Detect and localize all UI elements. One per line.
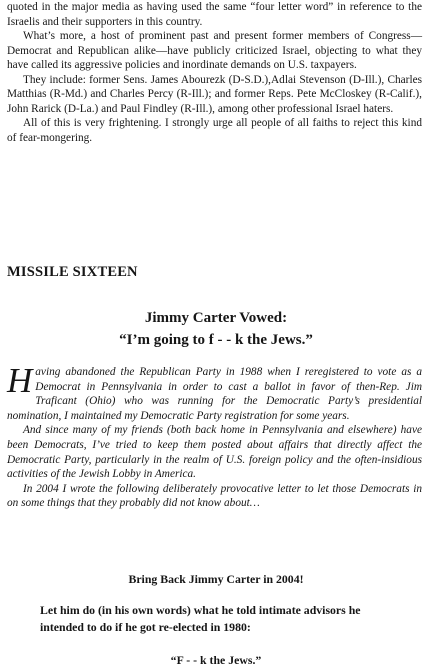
drop-cap: H bbox=[7, 361, 33, 400]
top-text-block bbox=[7, 0, 422, 145]
letter-quote: “F - - k the Jews.” bbox=[170, 653, 262, 667]
article-title-line-1: Jimmy Carter Vowed: bbox=[144, 310, 288, 326]
italic-paragraph-2: And since many of my friends (both back home in Pennsylvania and elsewhere) have been Democrats, I’ve tried to keep them posted about affairs that directly affect the Democratic Party, particularly in the realm of U.S. foreign policy and the often-insidious activities of the Jewish Lobby in America. bbox=[7, 424, 422, 481]
letter-intro: Let him do (in his own words) what he told intimate advisors he intended to do if he got re-elected in 1980: bbox=[40, 603, 361, 634]
italic-paragraph-1 bbox=[7, 361, 422, 423]
section-heading: MISSILE SIXTEEN bbox=[7, 264, 138, 280]
paragraph-conclusion: All of this is very frightening. I strongly urge all people of all faiths to reject this kind of fear-mongering. bbox=[7, 117, 422, 144]
italic-paragraph-3: In 2004 I wrote the following deliberately provocative letter to let those Democrats in on some things that they probably did not know about… bbox=[7, 482, 422, 510]
article-title-line-2: “I’m going to f - - k the Jews.” bbox=[119, 332, 313, 348]
letter-title: Bring Back Jimmy Carter in 2004! bbox=[128, 572, 304, 586]
paragraph-congress: What’s more, a host of prominent past and present former members of Congress—Democrat and Republican alike—have publicly criticized Israel, objecting to what they have called its aggressive policies and inordinate demands on U.S. taxpayers. bbox=[7, 30, 422, 71]
italic-intro-block bbox=[7, 361, 422, 511]
italic-paragraph-1-text: aving abandoned the Republican Party in 1988 when I reregistered to vote as a Democrat in Pennsylvania in order to cast a ballot in favor of then-Rep. Jim Traficant (Ohio) who was running for the Democratic Party’s presidential nomination, I maintained my Democratic Party registration for some years. bbox=[7, 366, 422, 422]
paragraph-names: They include: former Sens. James Abourezk (D-S.D.),Adlai Stevenson (D-Ill.), Charles Matthias (R-Md.) and Charles Percy (R-Ill.); and former Reps. Pete McCloskey (R-Calif.), John Rarick (D-La.) and Paul Findley (R-Ill.), among other professional Israel haters. bbox=[7, 73, 422, 115]
paragraph-continuation: quoted in the major media as having used the same “four letter word” in reference to the Israelis and their supporters in this country. bbox=[7, 1, 422, 28]
